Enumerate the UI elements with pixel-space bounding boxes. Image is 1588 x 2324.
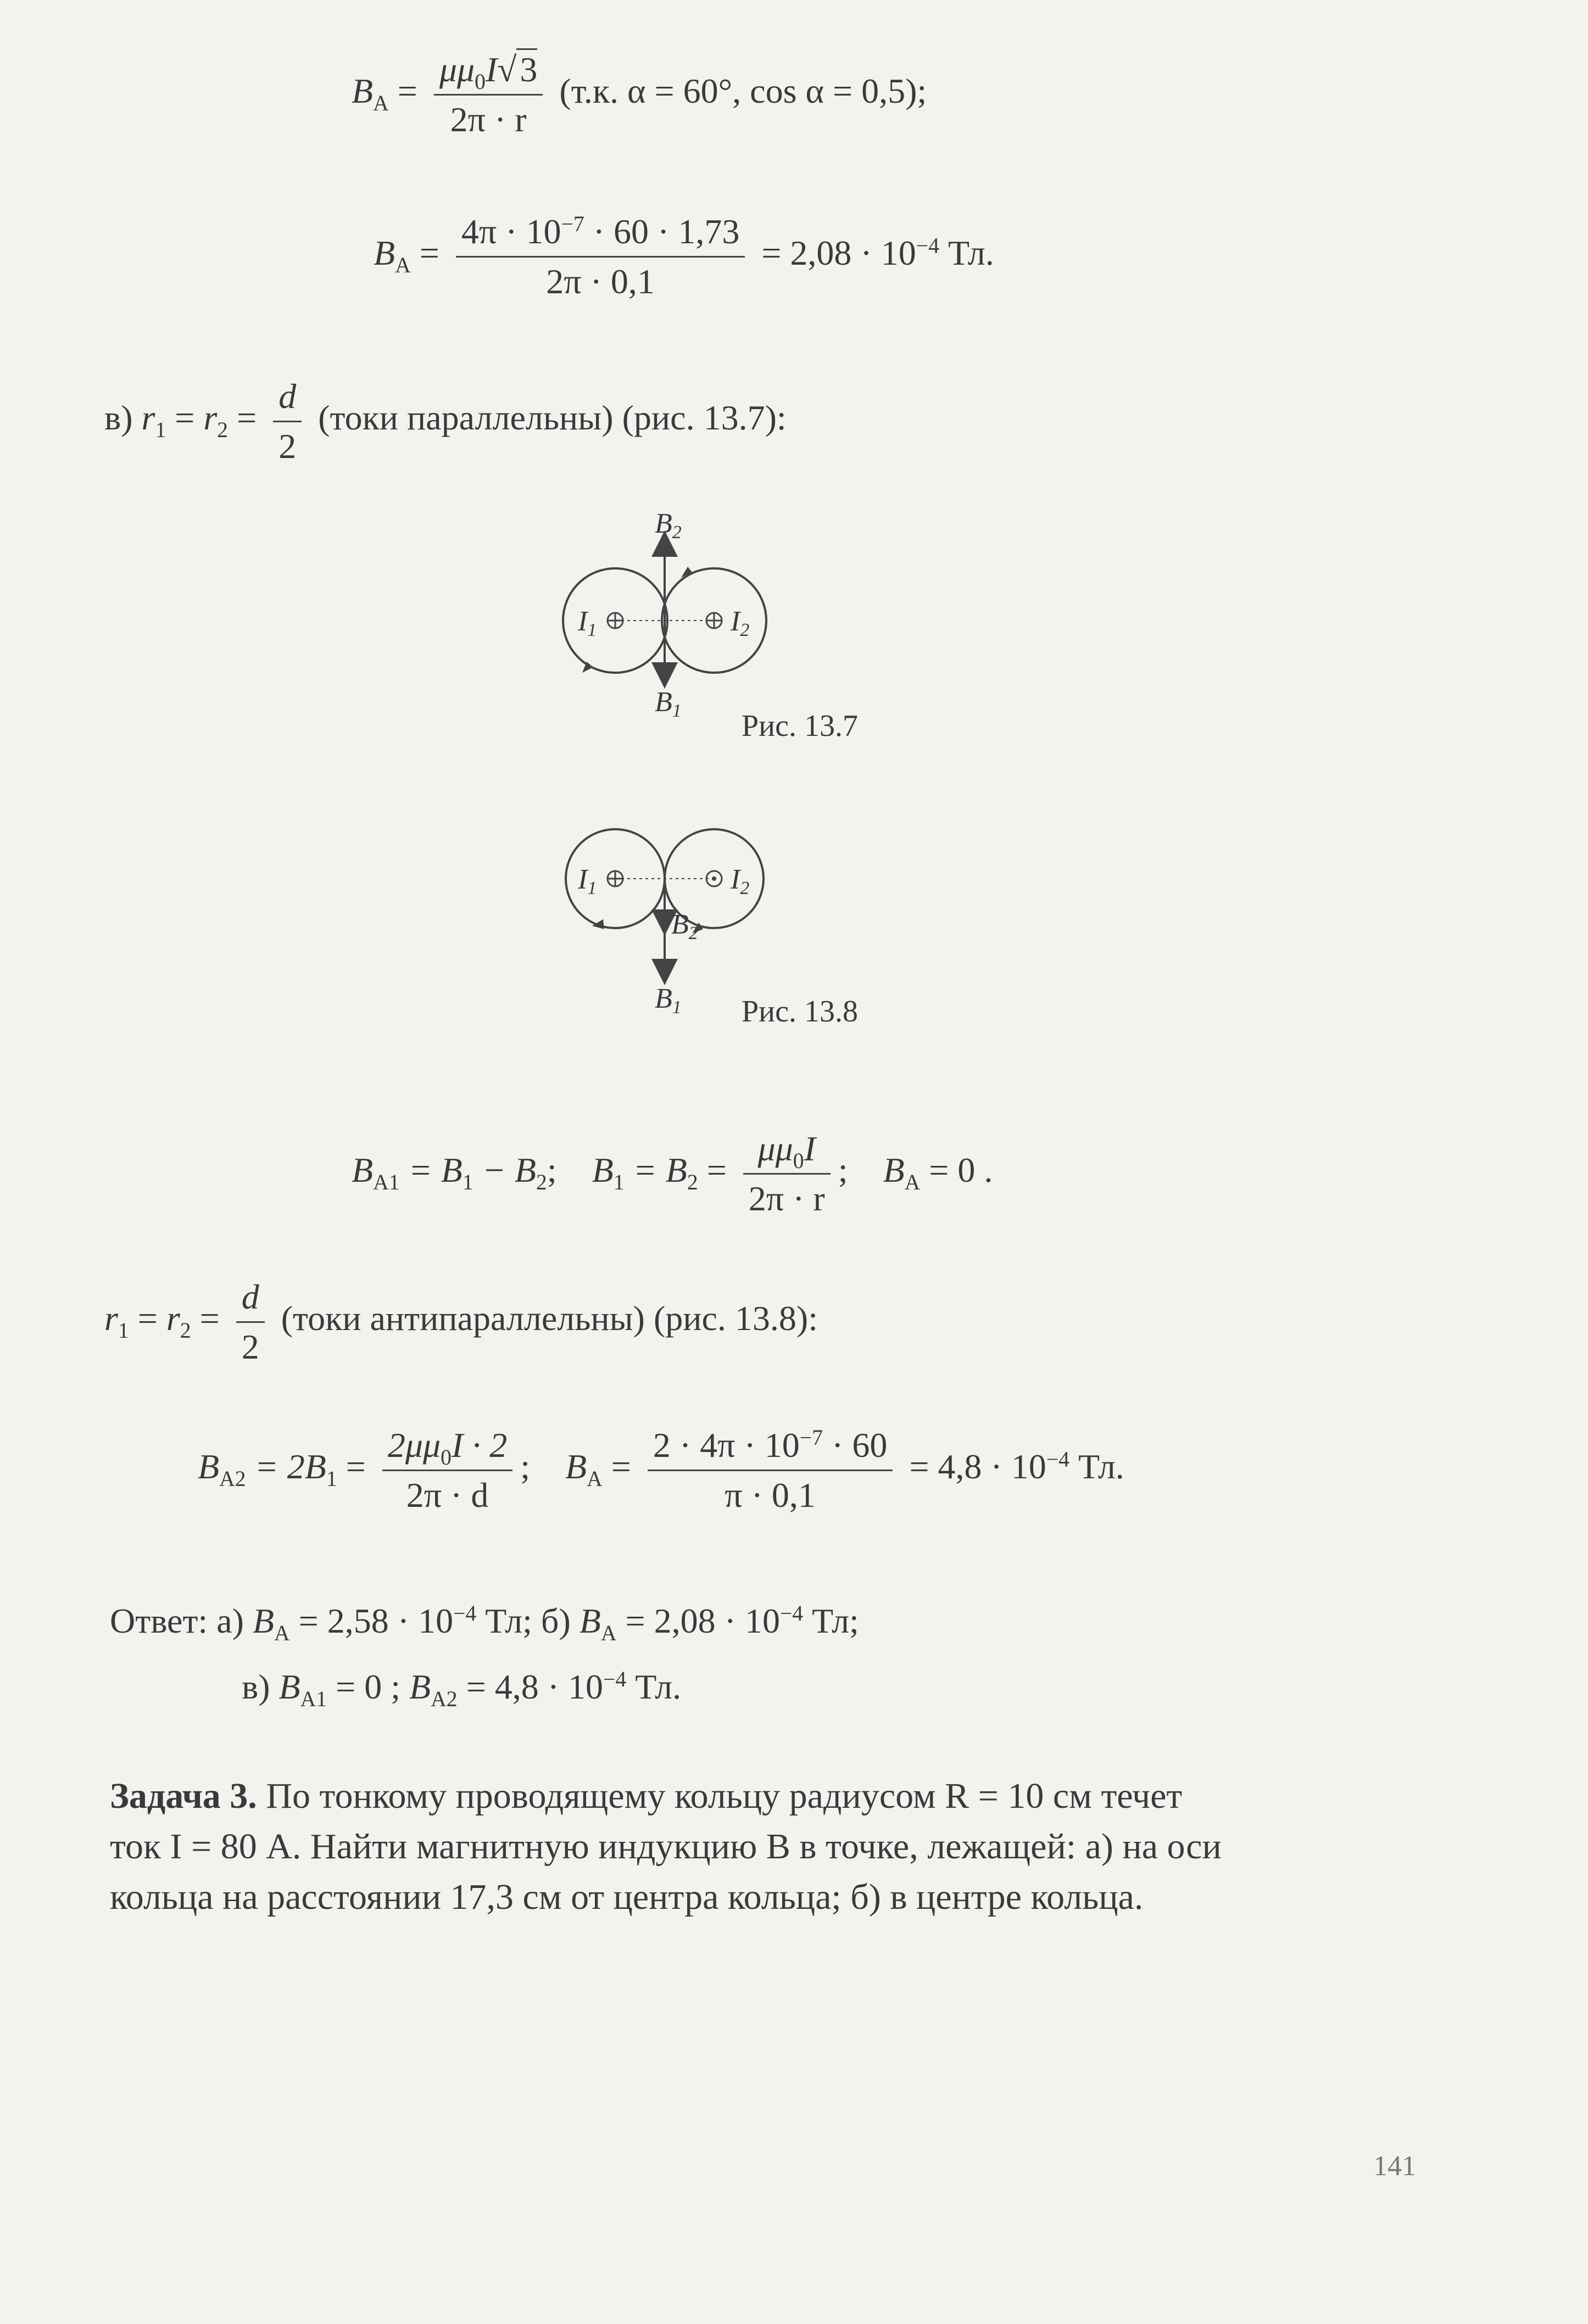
answer-a-unit: Тл; б) (476, 1601, 571, 1640)
eq2-num-exp: −7 (561, 212, 584, 237)
eq3-p2-rest: = B (624, 1150, 687, 1190)
case-c-r1: r (141, 398, 155, 438)
case-c-num: d (273, 379, 302, 422)
fig1-b2-label: B2 (655, 511, 682, 543)
answer-b-unit: Тл; (803, 1601, 859, 1640)
eq4-num1-rest: I · 2 (451, 1426, 508, 1465)
case-c-fraction (273, 379, 302, 464)
answer-line-2 (242, 1667, 682, 1711)
answer-b-sub: A (600, 1621, 617, 1645)
eq1-num-mu-sub: 0 (475, 69, 486, 94)
eq4-mid-sub: 1 (326, 1467, 337, 1491)
task-3-title: Задача 3. (110, 1776, 257, 1816)
eq4-num2: 2 · 4π · 10 (653, 1426, 800, 1465)
eq2-result: = 2,08 · 10 (761, 233, 916, 273)
eq3-p1: B (352, 1150, 374, 1190)
eq4-b: B (565, 1447, 587, 1487)
answer-a-val: = 2,58 · 10 (289, 1601, 454, 1640)
case-c-den: 2 (278, 427, 297, 466)
eq2-lhs-sub: A (395, 253, 411, 278)
answer-c-sub: A1 (300, 1686, 327, 1711)
case-c2-r1: r (104, 1299, 118, 1338)
eq4-b-sub: A (587, 1467, 603, 1491)
eq1-num-mu: μμ (439, 50, 475, 89)
eq3-p2b-sub: 2 (687, 1170, 698, 1195)
eq4-fraction-1 (382, 1428, 512, 1513)
eq2-num-rest: · 60 · 1,73 (584, 212, 740, 251)
eq1-num-i: I (485, 50, 498, 89)
eq3-den: 2π · r (748, 1179, 825, 1218)
eq4-result-exp: −4 (1046, 1447, 1069, 1472)
task-3-line-1-text: По тонкому проводящему кольцу радиусом R = 10 см течет (266, 1776, 1183, 1816)
eq1-fraction: $\frac{\mu\mu_0I√3}{2\pi \cdot r}$ (434, 52, 543, 137)
case-c2-fraction (236, 1277, 265, 1366)
fig2-caption: Рис. 13.8 (742, 995, 858, 1029)
equation-ba-numeric: $B_A$ = $\frac{4\pi \cdot 10^{-7} \cdot 60 \cdot 1,73}{2\pi \cdot 0,1}$ = $2,08 \cdot 10^{-4}$ Тл. (374, 212, 994, 301)
eq4-num1: 2μμ (387, 1426, 441, 1465)
eq4-den2: π · 0,1 (725, 1476, 816, 1515)
fig2-i1-label: I1 (578, 864, 597, 898)
eq4-mid: = 2B (246, 1447, 326, 1487)
eq4-fraction-2 (648, 1428, 893, 1513)
answer-c-b: B (278, 1667, 300, 1706)
eq4-num1-sub: 0 (441, 1445, 452, 1470)
answer-d-exp: −4 (603, 1667, 627, 1692)
answer-label: Ответ: а) (110, 1601, 244, 1640)
answer-c-val: = 0 ; (327, 1667, 400, 1706)
eq3-fraction (743, 1131, 831, 1216)
eq3-p3-pre: ; (838, 1150, 848, 1190)
eq2-lhs: B (374, 233, 395, 273)
case-c-r2: r (203, 398, 218, 438)
eq3-num-sub: 0 (793, 1148, 804, 1173)
eq4-num2-exp: −7 (799, 1426, 823, 1450)
fig1-i1-label: I1 (578, 606, 597, 640)
case-c2-num: d (236, 1280, 265, 1323)
case-c-r2-sub: 2 (217, 418, 229, 443)
eq3-p3: B (883, 1150, 905, 1190)
case-c-antiparallel: $r_1 = r_2$ = $\frac{d}{2}$ (токи антипараллельны) (рис. 13.8): (104, 1277, 818, 1366)
eq4-num2-rest: · 60 (823, 1426, 888, 1465)
answer-b-val: = 2,08 · 10 (616, 1601, 780, 1640)
eq2-result-exp: −4 (916, 233, 939, 258)
equation-ba-formula: $B_A$ = $\frac{\mu\mu_0I√3}{2\pi \cdot r}$ (т.к. α = 60°, cos α = 0,5); (352, 52, 927, 137)
case-c2-r1-sub: 1 (118, 1319, 129, 1343)
eq2-fraction (456, 214, 745, 299)
eq4-unit: Тл. (1078, 1447, 1124, 1487)
fig1-caption: Рис. 13.7 (742, 709, 858, 743)
fig2-i2-label: I2 (731, 864, 750, 898)
answer-b-b: B (579, 1601, 601, 1640)
equation-ba1 (352, 1131, 993, 1216)
eq3-p3-sub: A (904, 1170, 921, 1195)
answer-a-sub: A (274, 1621, 290, 1645)
eq4-b-eq: = (602, 1447, 631, 1487)
case-c2-r2: r (166, 1299, 180, 1338)
answer-c-label: в) (242, 1667, 270, 1706)
eq1-num-sqrt: 3 (516, 48, 537, 89)
eq3-num: μμ (757, 1129, 793, 1168)
case-c-parallel: в) $r_1 = r_2$ = $\frac{d}{2}$ (токи параллельны) (рис. 13.7): (104, 377, 787, 466)
fig2-b2-label: B2 (671, 909, 698, 943)
task-3-line-2: ток I = 80 А. Найти магнитную индукцию B в точке, лежащей: а) на оси (110, 1826, 1222, 1867)
eq1-lhs-sub: A (373, 91, 389, 116)
eq3-p1-rest: = B (399, 1150, 463, 1190)
task-3-line-1 (110, 1771, 1428, 1822)
figure-13-7 (527, 511, 813, 741)
eq2-unit: Тл. (948, 233, 994, 273)
case-c2-den: 2 (241, 1327, 259, 1366)
eq3-p3-rest: = 0 . (920, 1150, 993, 1190)
eq3-num-i: I (804, 1129, 816, 1168)
case-c-text: (токи параллельны) (рис. 13.7): (318, 398, 787, 438)
eq4-result: = 4,8 · 10 (909, 1447, 1046, 1487)
fig2-b1-label: B1 (655, 983, 682, 1018)
case-c-prefix: в) (104, 398, 133, 438)
fig1-i2-label: I2 (731, 606, 750, 640)
answer-d-unit: Тл. (626, 1667, 682, 1706)
case-c2-r2-sub: 2 (180, 1319, 191, 1343)
eq1-note: (т.к. α = 60°, cos α = 0,5); (559, 71, 927, 111)
eq3-p1-sub: A1 (373, 1170, 400, 1195)
eq4-lhs: B (198, 1447, 220, 1487)
answer-b-exp: −4 (779, 1601, 804, 1626)
eq1-lhs: B (352, 71, 374, 111)
eq3-p1b-sub: 1 (462, 1170, 473, 1195)
task-3-line-3: кольца на расстоянии 17,3 см от центра кольца; б) в центре кольца. (110, 1877, 1144, 1917)
eq3-p2-sub: 1 (613, 1170, 625, 1195)
page-number: 141 (1373, 2150, 1416, 2182)
answer-a-b: B (252, 1601, 274, 1640)
eq2-num: 4π · 10 (461, 212, 561, 251)
case-c2-text: (токи антипараллельны) (рис. 13.8): (281, 1299, 818, 1338)
eq4-sep: ; (520, 1447, 530, 1487)
equation-ba2 (198, 1428, 1124, 1513)
eq3-p2c: = (698, 1150, 727, 1190)
answer-d-val: = 4,8 · 10 (457, 1667, 603, 1706)
task-3-paragraph (110, 1771, 1428, 1923)
case-c-r1-sub: 1 (155, 418, 166, 443)
answer-line-1 (110, 1601, 859, 1645)
eq2-den: 2π · 0,1 (546, 262, 655, 301)
fig1-b1-label: B1 (655, 686, 682, 721)
eq4-den1: 2π · d (406, 1476, 489, 1515)
answer-d-b: B (409, 1667, 431, 1706)
eq1-den: 2π · r (450, 100, 527, 139)
eq4-lhs-sub: A2 (219, 1467, 246, 1491)
answer-d-sub: A2 (431, 1686, 458, 1711)
eq3-p2: B (592, 1150, 614, 1190)
answer-a-exp: −4 (453, 1601, 477, 1626)
eq3-p1c: − B (473, 1150, 536, 1190)
eq3-p1d: ; (547, 1150, 557, 1190)
eq3-p1c-sub: 2 (536, 1170, 547, 1195)
eq4-mid-eq: = (337, 1447, 366, 1487)
